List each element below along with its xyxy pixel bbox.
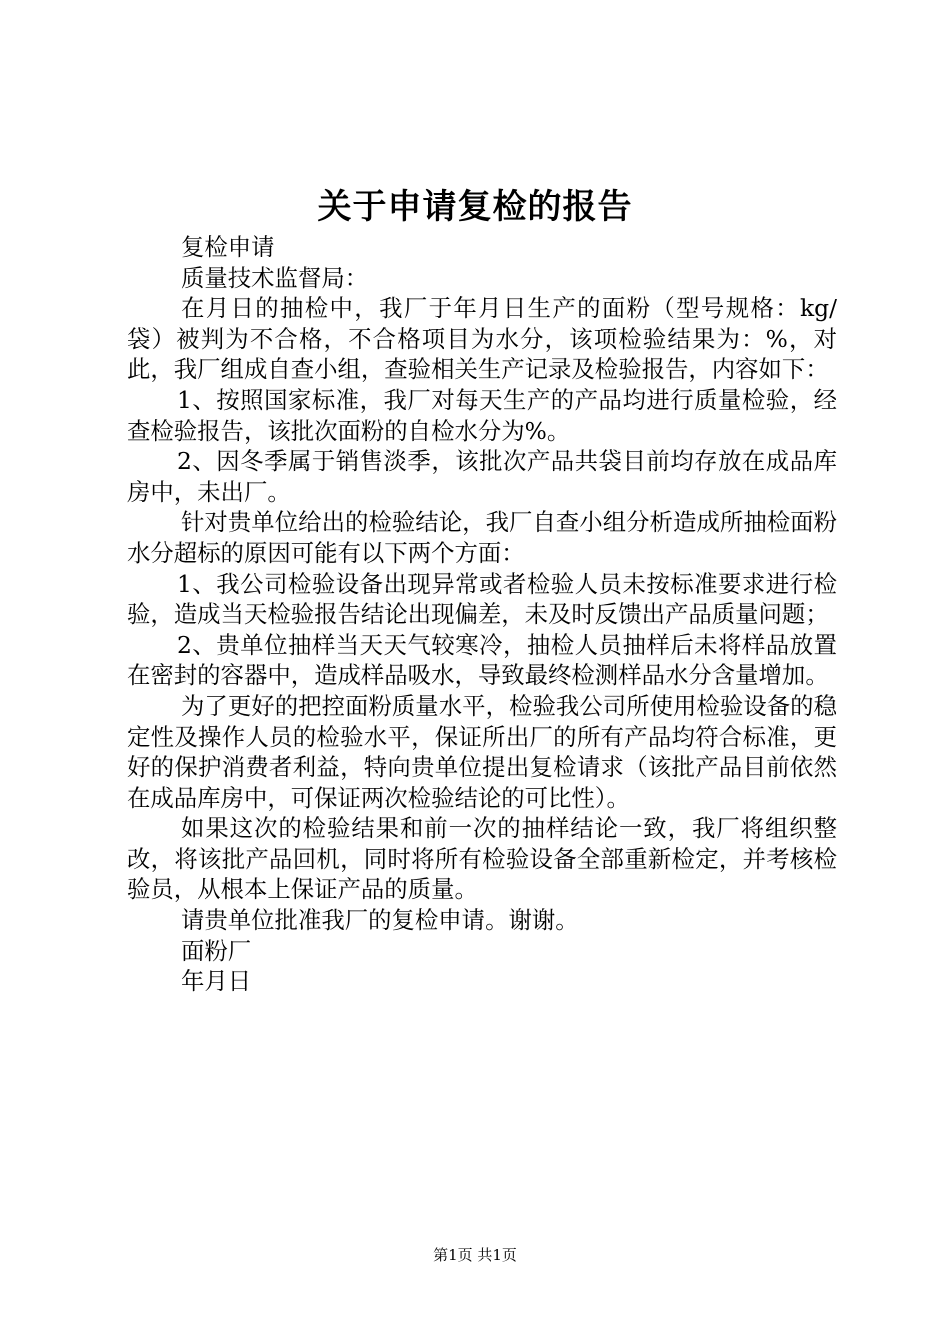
paragraph-reason-2: 2、贵单位抽样当天天气较寒冷，抽检人员抽样后未将样品放置在密封的容器中，造成样品吸水，导致最终检测样品水分含量增加。 [127,630,837,690]
page-number-footer: 第1页 共1页 [433,1246,517,1264]
document-body [127,232,837,997]
paragraph-commitment: 如果这次的检验结果和前一次的抽样结论一致，我厂将组织整改，将该批产品回机，同时将所有检验设备全部重新检定，并考核检验员，从根本上保证产品的质量。 [127,814,837,904]
paragraph-finding-1: 1、按照国家标准，我厂对每天生产的产品均进行质量检验，经查检验报告，该批次面粉的自检水分为%。 [127,385,837,445]
paragraph-analysis: 针对贵单位给出的检验结论，我厂自查小组分析造成所抽检面粉水分超标的原因可能有以下两个方面： [127,508,837,567]
paragraph-intro: 在月日的抽检中，我厂于年月日生产的面粉（型号规格：kg/袋）被判为不合格，不合格项目为水分，该项检验结果为：%，对此，我厂组成自查小组，查验相关生产记录及检验报告，内容如下： [127,294,837,384]
signature-date: 年月日 [181,967,252,996]
document-title: 关于申请复检的报告 [317,187,633,227]
paragraph-closing: 请贵单位批准我厂的复检申请。谢谢。 [181,906,579,935]
paragraph-finding-2: 2、因冬季属于销售淡季，该批次产品共袋目前均存放在成品库房中，未出厂。 [127,447,837,506]
paragraph-request: 为了更好的把控面粉质量水平，检验我公司所使用检验设备的稳定性及操作人员的检验水平，保证所出厂的所有产品均符合标准，更好的保护消费者利益，特向贵单位提出复检请求（该批产品目前依然在成品库房中，可保证两次检验结论的可比性）。 [127,691,837,812]
paragraph-heading: 复检申请 [181,233,275,261]
paragraph-reason-1: 1、我公司检验设备出现异常或者检验人员未按标准要求进行检验，造成当天检验报告结论出现偏差，未及时反馈出产品质量问题； [127,569,837,629]
paragraph-recipient: 质量技术监督局： [181,263,369,292]
signature-name: 面粉厂 [181,936,252,965]
